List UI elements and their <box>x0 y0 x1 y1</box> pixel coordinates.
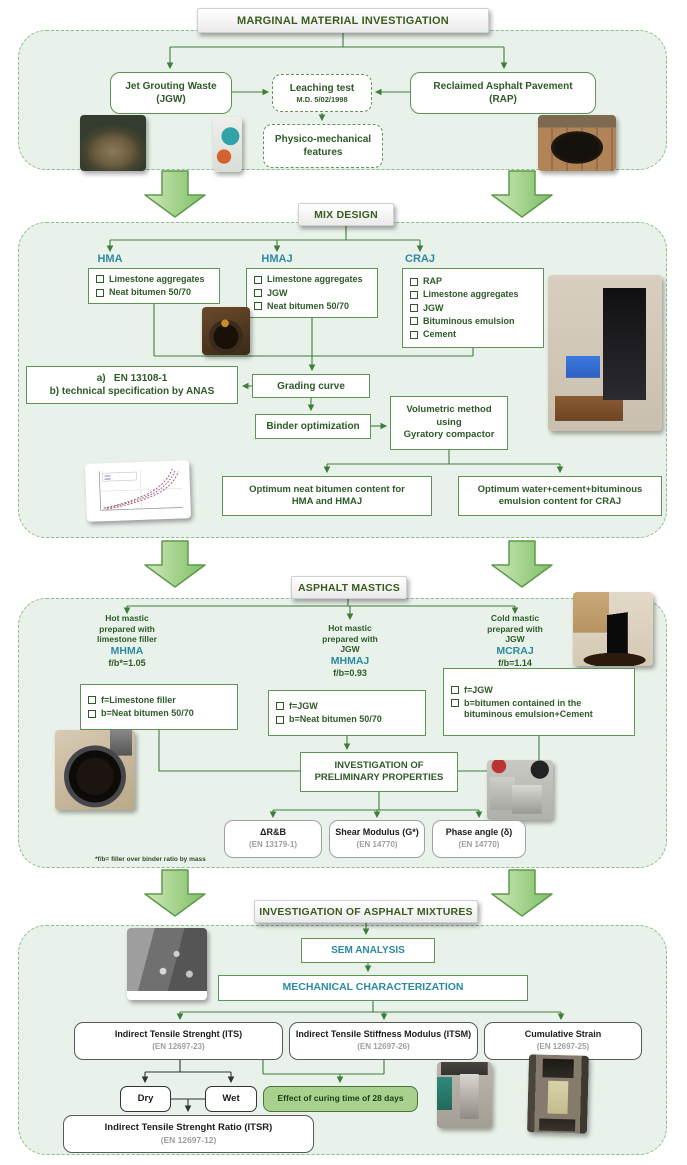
mhmaj-components-box <box>268 690 426 736</box>
mhma-components-box <box>80 684 238 730</box>
mastic-code: MHMAJ <box>330 654 370 667</box>
material-item: Limestone aggregates <box>254 274 370 285</box>
material-item: Limestone aggregates <box>410 289 536 300</box>
photo-rap-pile <box>538 115 616 171</box>
mastic-col1-header: Hot mastic prepared with limestone filler MHMA f/b*=1.05 <box>62 613 192 669</box>
leaching-test-box <box>272 74 372 112</box>
rap-line2: (RAP) <box>489 94 517 105</box>
material-item: Neat bitumen 50/70 <box>96 287 212 298</box>
banner-title: INVESTIGATION OF ASPHALT MIXTURES <box>259 905 473 918</box>
standard-line2: b) technical specification by ANAS <box>49 386 215 397</box>
photo-mastic-pot <box>55 730 135 810</box>
banner-mix-design <box>298 203 394 226</box>
checkbox-icon <box>410 304 418 312</box>
rap-box <box>410 72 596 114</box>
material-item: JGW <box>410 303 536 314</box>
wet-box: Wet <box>205 1086 257 1112</box>
delta-rb-box: ΔR&B (EN 13179-1) <box>224 820 322 858</box>
material-item: b=Neat bitumen 50/70 <box>88 708 230 719</box>
standard-line1: a) EN 13108-1 <box>96 373 168 384</box>
material-item: Bituminous emulsion <box>410 316 536 327</box>
material-item: Limestone aggregates <box>96 274 212 285</box>
mastic-ratio: f/b*=1.05 <box>108 658 146 668</box>
photo-dsr <box>487 760 553 820</box>
photo-its-rig <box>437 1062 492 1128</box>
material-item: f=JGW <box>451 685 627 696</box>
shear-modulus-box: Shear Modulus (G*) (EN 14770) <box>329 820 425 858</box>
checkbox-icon <box>254 276 262 284</box>
banner-asphalt-mastics <box>291 576 407 599</box>
volumetric-method-box: Volumetric method using Gyratory compactor <box>390 396 508 450</box>
jgw-line2: (JGW) <box>156 94 186 105</box>
optimum-bitumen-box: Optimum neat bitumen content for HMA and HMAJ <box>222 476 432 516</box>
mix-label-craj: CRAJ <box>405 253 435 265</box>
checkbox-icon <box>96 275 104 283</box>
mastic-code: MCRAJ <box>496 644 534 657</box>
banner-marginal-material <box>197 8 489 33</box>
flow-arrow <box>145 541 205 587</box>
photo-jgw-site <box>80 115 146 171</box>
material-item: Cement <box>410 329 536 340</box>
grading-curve-box: Grading curve <box>252 374 370 398</box>
mix-label-hma: HMA <box>97 253 123 265</box>
checkbox-icon <box>276 702 284 710</box>
photo-sampling <box>213 117 242 172</box>
flow-arrow <box>492 171 552 217</box>
photo-triaxial-rig <box>527 1054 589 1134</box>
checkbox-icon <box>88 696 96 704</box>
craj-components-box <box>402 268 544 348</box>
material-item: b=Neat bitumen 50/70 <box>276 714 418 725</box>
rap-line1: Reclaimed Asphalt Pavement <box>433 81 573 92</box>
banner-title: ASPHALT MASTICS <box>298 581 400 594</box>
physico-line1: Physico-mechanical <box>274 134 372 145</box>
flow-arrow <box>145 870 205 916</box>
itsr-box: Indirect Tensile Strenght Ratio (ITSR) (EN 12697-12) <box>63 1115 314 1153</box>
physico-line2: features <box>303 147 343 158</box>
material-item: JGW <box>254 288 370 299</box>
mastic-code: MHMA <box>110 644 144 657</box>
mix-label-hmaj: HMAJ <box>261 253 293 265</box>
photo-grading-chart <box>85 460 191 522</box>
mechanical-characterization-box: MECHANICAL CHARACTERIZATION <box>218 975 528 1001</box>
photo-mixing-pot <box>202 307 250 355</box>
checkbox-icon <box>276 716 284 724</box>
its-box: Indirect Tensile Strenght (ITS) (EN 12697-23) <box>74 1022 283 1060</box>
optimum-emulsion-box: Optimum water+cement+bituminous emulsion content for CRAJ <box>458 476 662 516</box>
material-item: Neat bitumen 50/70 <box>254 301 370 312</box>
checkbox-icon <box>96 289 104 297</box>
hmaj-components-box <box>246 268 378 318</box>
mastic-col2-header: Hot mastic prepared with JGW MHMAJ f/b=0.93 <box>285 623 415 679</box>
banner-asphalt-mixtures <box>254 900 478 923</box>
itsm-box: Indirect Tensile Stiffness Modulus (ITSM) (EN 12697-26) <box>289 1022 478 1060</box>
checkbox-icon <box>88 710 96 718</box>
curing-time-box: Effect of curing time of 28 days <box>263 1086 418 1112</box>
photo-sem-micrograph <box>127 928 207 1000</box>
banner-title: MARGINAL MATERIAL INVESTIGATION <box>237 14 449 27</box>
dry-box: Dry <box>120 1086 171 1112</box>
checkbox-icon <box>410 291 418 299</box>
photo-gyratory-compactor <box>548 275 662 431</box>
checkbox-icon <box>451 686 459 694</box>
mastic-ratio: f/b=0.93 <box>333 668 367 678</box>
flow-arrow <box>492 541 552 587</box>
mastic-ratio: f/b=1.14 <box>498 658 532 668</box>
physico-mechanical-box <box>263 124 383 168</box>
checkbox-icon <box>410 331 418 339</box>
preliminary-properties-box: INVESTIGATION OF PRELIMINARY PROPERTIES <box>300 752 458 792</box>
checkbox-icon <box>254 289 262 297</box>
checkbox-icon <box>410 278 418 286</box>
jgw-line1: Jet Grouting Waste <box>125 81 217 92</box>
standards-box <box>26 366 238 404</box>
cumulative-strain-box: Cumulative Strain (EN 12697-25) <box>484 1022 642 1060</box>
material-item: RAP <box>410 276 536 287</box>
material-item: f=Limestone filler <box>88 695 230 706</box>
checkbox-icon <box>410 317 418 325</box>
binder-optimization-box: Binder optimization <box>255 414 371 439</box>
leaching-line1: Leaching test <box>289 82 355 94</box>
fb-ratio-footnote: *f/b= filler over binder ratio by mass <box>95 856 206 863</box>
mastic-col3-header: Cold mastic prepared with JGW MCRAJ f/b=1.14 <box>450 613 580 669</box>
checkbox-icon <box>451 699 459 707</box>
banner-title: MIX DESIGN <box>314 208 378 221</box>
material-item: f=JGW <box>276 701 418 712</box>
sem-analysis-box: SEM ANALYSIS <box>301 938 435 963</box>
grading-curves-thumbnail <box>85 460 191 522</box>
flow-arrow <box>492 870 552 916</box>
photo-mastic-pour <box>573 592 653 666</box>
material-item: b=bitumen contained in the bituminous emulsion+Cement <box>451 698 627 720</box>
phase-angle-box: Phase angle (δ) (EN 14770) <box>432 820 526 858</box>
jgw-box <box>110 72 232 114</box>
checkbox-icon <box>254 302 262 310</box>
flow-arrow <box>145 171 205 217</box>
leaching-line2: M.D. 5/02/1998 <box>296 94 348 104</box>
hma-components-box <box>88 268 220 304</box>
mcraj-components-box <box>443 668 635 736</box>
